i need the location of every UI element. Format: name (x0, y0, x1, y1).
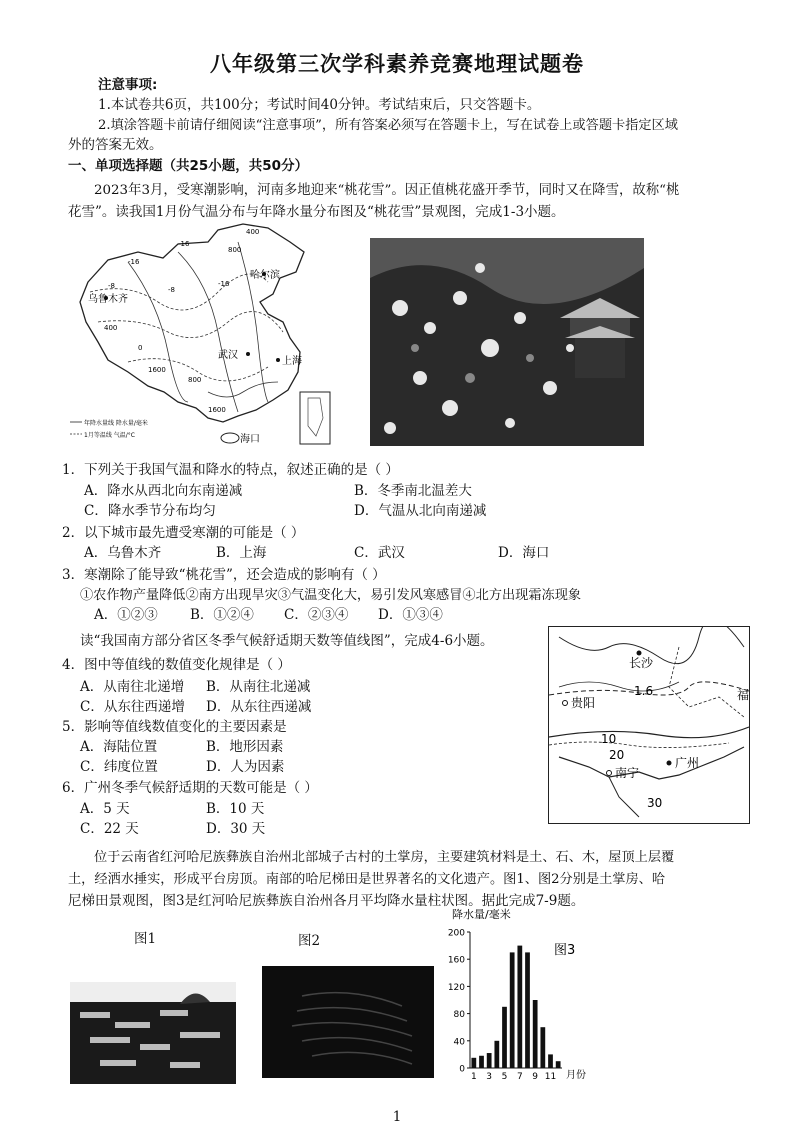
intro-1-line2: 花雪”。读我国1月份气温分布与年降水量分布图及“桃花雪”景观图，完成1-3小题。 (68, 204, 565, 220)
city-haikou: 海口 (240, 434, 260, 445)
q6-option-a: A．5 天 (80, 801, 130, 817)
contour-label: -8 (108, 282, 115, 290)
chart-x-tick-label: 7 (516, 1072, 523, 1082)
q3-options-line: ①农作物产量降低②南方出现旱灾③气温变化大，易引发风寒感冒④北方出现霜冻现象 (80, 588, 582, 603)
legend-temperature: 1月等温线 气温/°C (84, 432, 135, 439)
q6-option-d: D．30 天 (206, 821, 266, 837)
fig2-label: 图2 (298, 933, 321, 949)
contour-label: -16 (178, 240, 190, 248)
notice-item-2a: 2.填涂答题卡前请仔细阅读“注意事项”，所有答案必须写在答题卡上，写在试卷上或答题卡指定区域 (98, 118, 678, 133)
q2-option-d: D．海口 (498, 545, 550, 561)
contour-label: 1600 (148, 366, 166, 374)
chart-x-tick-label: 11 (544, 1072, 557, 1082)
legend-precipitation: 年降水量线 降水量/毫米 (84, 420, 148, 427)
city-wuhan: 武汉 (218, 350, 238, 361)
notice-heading: 注意事项: (98, 77, 158, 93)
chart-y-tick-label: 40 (453, 1037, 465, 1048)
chart-x-tick-label: 3 (486, 1072, 493, 1082)
q2-stem: 2．以下城市最先遭受寒潮的可能是（ ） (62, 525, 305, 541)
contour-label: 800 (188, 376, 202, 384)
chart-bar (502, 1007, 507, 1068)
city-guiyang: 贵阳 (571, 696, 596, 710)
chart-bar (540, 1027, 545, 1068)
notice-item-1: 1.本试卷共6页，共100分；考试时间40分钟。考试结束后，只交答题卡。 (98, 97, 541, 113)
page-title: 八年级第三次学科素养竞赛地理试题卷 (210, 52, 584, 76)
q6-option-b: B．10 天 (206, 801, 265, 817)
chart-y-tick-label: 160 (447, 955, 465, 966)
chart-label-fig3: 图3 (554, 943, 576, 958)
intro-2: 读“我国南方部分省区冬季气候舒适期天数等值线图”，完成4-6小题。 (80, 633, 494, 649)
intro-3-line3: 尼梯田景观图，图3是红河哈尼族彝族自治州各月平均降水量柱状图。据此完成7-9题。 (68, 893, 585, 909)
chart-bar (548, 1054, 553, 1068)
q4-stem: 4．图中等值线的数值变化规律是（ ） (62, 657, 291, 673)
q1-stem: 1．下列关于我国气温和降水的特点，叙述正确的是（ ） (62, 462, 399, 478)
chart-y-tick-label: 200 (447, 928, 465, 939)
q3-option-c: C．②③④ (284, 607, 349, 623)
q3-option-a: A．①②③ (94, 607, 158, 623)
contour-label: 1600 (208, 406, 226, 414)
contour-label: -8 (168, 286, 175, 294)
q3-option-d: D．①③④ (378, 607, 443, 623)
chart-x-tick-label: 1 (470, 1072, 477, 1082)
chart-ylabel: 降水量/毫米 (452, 908, 511, 921)
tuzhang-house-photo (70, 982, 236, 1084)
q4-option-c: C．从东往西递增 (80, 699, 185, 715)
chart-bar (525, 952, 530, 1068)
q5-option-a: A．海陆位置 (80, 739, 158, 755)
q5-option-b: B．地形因素 (206, 739, 284, 755)
q2-option-a: A．乌鲁木齐 (84, 545, 162, 561)
contour-label: 800 (228, 246, 242, 254)
q2-option-c: C．武汉 (354, 545, 405, 561)
city-nanning: 南宁 (615, 766, 640, 780)
contour-value: 1.6 (634, 684, 654, 698)
q1-option-d: D．气温从北向南递减 (354, 503, 487, 519)
q4-option-b: B．从南往北递减 (206, 679, 311, 695)
section-heading: 一、单项选择题（共25小题，共50分） (68, 158, 309, 174)
fig1-label: 图1 (134, 931, 157, 947)
q1-option-c: C．降水季节分布均匀 (84, 503, 216, 519)
q1-option-b: B．冬季南北温差大 (354, 483, 472, 499)
city-harbin: 哈尔滨 (250, 270, 280, 281)
chart-bar (494, 1041, 499, 1068)
q4-option-d: D．从东往西递减 (206, 699, 312, 715)
intro-1-line1: 2023年3月，受寒潮影响，河南多地迎来“桃花雪”。因正值桃花盛开季节，同时又在降雪，故称“桃 (94, 183, 680, 198)
q2-option-b: B．上海 (216, 545, 267, 561)
chart-bar (487, 1053, 492, 1068)
q5-stem: 5．影响等值线数值变化的主要因素是 (62, 719, 287, 735)
chart-bar (517, 946, 522, 1068)
q5-option-c: C．纬度位置 (80, 759, 158, 775)
chart-y-tick-label: 0 (459, 1064, 465, 1075)
chart-xlabel: 月份 (566, 1070, 586, 1081)
city-guangzhou: 广州 (675, 756, 700, 770)
china-climate-map (68, 222, 350, 450)
contour-label: -16 (128, 258, 140, 266)
notice-item-2b: 外的答案无效。 (68, 137, 163, 153)
page-number: 1 (392, 1109, 402, 1125)
city-changsha: 长沙 (629, 656, 654, 670)
q3-option-b: B．①②④ (190, 607, 254, 623)
contour-label: 400 (246, 228, 260, 236)
chart-x-tick-label: 5 (501, 1072, 508, 1082)
q3-stem: 3．寒潮除了能导致“桃花雪”，还会造成的影响有（ ） (62, 567, 386, 583)
contour-value: 10 (601, 732, 617, 746)
peach-snow-photo (370, 238, 644, 446)
chart-y-tick-label: 120 (447, 982, 465, 993)
contour-value: 30 (647, 796, 663, 810)
q6-stem: 6．广州冬季气候舒适期的天数可能是（ ） (62, 780, 318, 796)
contour-value: 20 (609, 748, 625, 762)
chart-x-tick-label: 9 (532, 1072, 539, 1082)
contour-label: 400 (104, 324, 118, 332)
contour-label: 0 (138, 344, 143, 352)
south-china-map (548, 626, 750, 824)
city-shanghai: 上海 (282, 356, 302, 367)
city-urumqi: 乌鲁木齐 (88, 294, 128, 305)
terrace-field-photo (262, 966, 434, 1078)
precipitation-chart (438, 906, 598, 1096)
q4-option-a: A．从南往北递增 (80, 679, 185, 695)
contour-label: -16 (218, 280, 230, 288)
chart-bar (471, 1058, 476, 1068)
province-edge-label: 福 (737, 688, 749, 702)
chart-bar (479, 1056, 484, 1068)
q6-option-c: C．22 天 (80, 821, 139, 837)
chart-bar (533, 1000, 538, 1068)
intro-3-line2: 土，经洒水捶实，形成平台房顶。南部的哈尼梯田是世界著名的文化遗产。图1、图2分别是土掌房、哈 (68, 872, 666, 887)
chart-bar (556, 1061, 561, 1068)
q5-option-d: D．人为因素 (206, 759, 285, 775)
chart-bar (510, 952, 515, 1068)
chart-y-tick-label: 80 (453, 1010, 465, 1021)
intro-3-line1: 位于云南省红河哈尼族彝族自治州北部城子古村的土掌房，主要建筑材料是土、石、木，屋顶上层覆 (94, 850, 675, 865)
q1-option-a: A．降水从西北向东南递减 (84, 483, 243, 499)
